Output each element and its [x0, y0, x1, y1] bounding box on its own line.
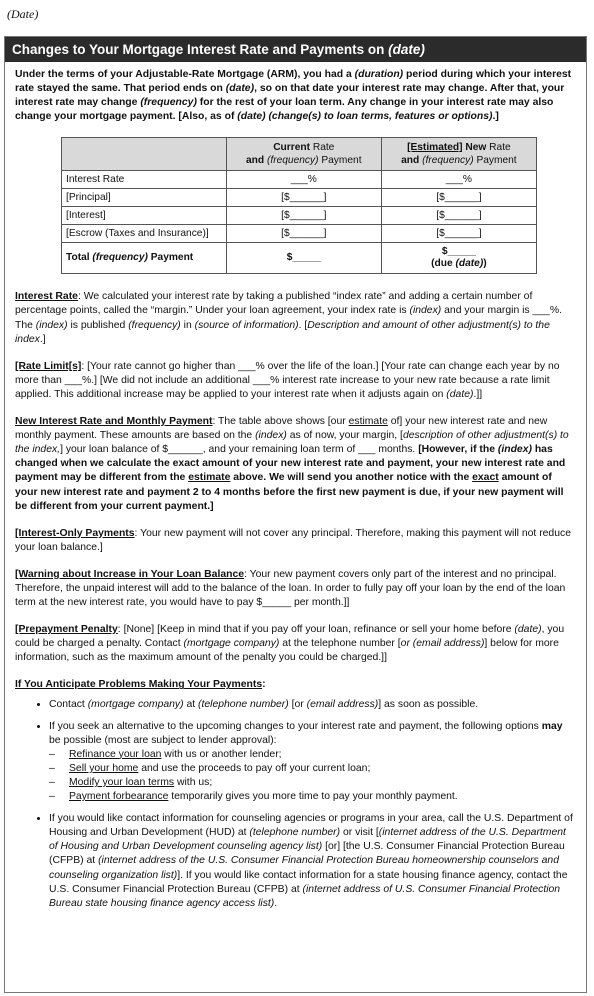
text-run: or (email address) — [400, 638, 485, 650]
table-row — [62, 171, 537, 189]
row-label: [Interest] — [62, 207, 227, 225]
text-run: New Interest Rate and Monthly Payment — [15, 416, 213, 428]
table-header-row — [62, 138, 537, 171]
text-run: for the rest of your loan term. Any change in your interest rate may also change your mortgage payment. [Also, as of — [15, 97, 554, 123]
rate-limits-paragraph — [15, 360, 576, 402]
list-item — [49, 720, 576, 805]
current-value: [$______] — [226, 225, 381, 243]
text-run: in — [180, 319, 195, 331]
table-row — [62, 225, 537, 243]
total-label — [62, 243, 227, 274]
text-run: : The table above shows [our — [212, 416, 349, 428]
text-run: (index) — [409, 305, 442, 317]
row-label: [Principal] — [62, 189, 227, 207]
table-row — [62, 189, 537, 207]
loan-balance-warning-paragraph — [15, 568, 576, 610]
section-header — [5, 37, 586, 62]
text-run: (frequency) — [140, 97, 197, 109]
text-run: ] your loan balance of $______, and your remaining loan term of ___ months. — [60, 444, 419, 456]
text-run: description of other adjustment(s) to the index, — [15, 430, 569, 456]
text-run: estimate — [188, 472, 231, 484]
header-title-date: (date) — [388, 42, 425, 57]
text-run: [Interest-Only Payments — [15, 527, 135, 539]
text-run: , you could be charged a penalty. Contact — [15, 624, 565, 650]
total-new-due-open: (due — [431, 258, 456, 270]
total-new-amount: $_____ — [441, 246, 476, 258]
total-new-value — [381, 243, 536, 274]
new-value: [$______] — [381, 189, 536, 207]
text-run: ]. If you would like contact information for a state housing finance agency, contact the U.S. Consumer Financial Protection Bureau (CFPB) at — [49, 869, 568, 895]
text-run: has changed when we calculate the exact amount of your new interest rate and payment, your new interest rate and payment may be different from the — [15, 444, 566, 484]
text-run: Interest Rate — [15, 291, 78, 303]
text-run: . [ — [298, 319, 308, 331]
text-run: Rate — [486, 142, 511, 154]
text-run: (frequency) — [128, 319, 181, 331]
text-run: Description and amount of other adjustment(s) to the index — [15, 319, 550, 345]
text-run: [or] [the U.S. Consumer Financial Protection Bureau (CFPB) at — [49, 841, 565, 867]
text-run: or visit [ — [340, 827, 379, 839]
options-intro — [49, 721, 563, 746]
problems-heading — [15, 678, 576, 692]
text-run: [or — [288, 698, 307, 710]
text-run: (date) — [446, 388, 474, 400]
prepayment-penalty-paragraph — [15, 623, 576, 665]
text-run: (internet address of the U.S. Department of Housing and Urban Development counseling agency list) — [49, 827, 566, 853]
option-item — [49, 762, 576, 776]
text-run: .]] — [473, 388, 483, 400]
text-run: as of now, your margin, [ — [286, 430, 403, 442]
text-run: If you would like contact information for counseling agencies or programs in your area, call the U.S. Department of Housing and Urban Development (HUD) at — [49, 813, 573, 839]
text-run: (index) — [35, 319, 68, 331]
text-run: (frequency) — [266, 155, 319, 167]
new-value: [$______] — [381, 207, 536, 225]
text-run: (date) (change(s) to loan terms, features or options) — [237, 111, 493, 123]
text-run: with us; — [174, 777, 213, 788]
text-run: amount of your new interest rate and payment 2 to 4 months before the first new payment is due, if your new payment will be different from your current payment.] — [15, 472, 564, 512]
text-run: : We calculated your interest rate by taking a published “index rate” and adding a certain number of percentage points, called the “margin.” Under your loan agreement, your index rate is — [15, 291, 533, 317]
text-run: Under the terms of your Adjustable-Rate Mortgage (ARM), you had a — [15, 69, 355, 80]
text-run: Current — [273, 142, 310, 154]
option-item — [49, 776, 576, 790]
text-run: and — [401, 155, 423, 167]
text-run: Payment — [473, 155, 517, 167]
text-run: : Your new payment will not cover any principal. Therefore, making this payment will not reduce your loan balance.] — [15, 527, 571, 553]
problems-list — [15, 698, 576, 911]
text-run: (telephone number) — [249, 827, 341, 839]
text-run: Sell your home — [69, 762, 139, 774]
notice-content — [5, 62, 586, 911]
text-run: [Prepayment Penalty — [15, 624, 118, 636]
text-run: and your margin is ___%. The — [15, 305, 562, 331]
text-run: (duration) — [354, 69, 404, 80]
text-run: of] your new interest rate and new monthly payment. These amounts are based on the — [15, 416, 548, 442]
text-run: (mortgage company) — [183, 638, 280, 650]
rate-payment-table — [61, 137, 537, 274]
text-run: New — [462, 142, 487, 154]
text-run: Modify your loan terms — [69, 777, 175, 788]
table-header-blank — [62, 138, 227, 171]
table-row — [62, 207, 537, 225]
text-run: Payment forbearance — [69, 791, 169, 803]
text-run: Refinance your loan — [69, 748, 162, 760]
text-run: Rate — [310, 142, 335, 154]
text-run: (date) — [225, 83, 255, 95]
text-run: may — [541, 720, 563, 732]
text-run: at the telephone number [ — [279, 638, 401, 650]
row-label: [Escrow (Taxes and Insurance)] — [62, 225, 227, 243]
current-value: [$______] — [226, 207, 381, 225]
option-item — [49, 790, 576, 804]
total-new-due-close: ) — [483, 258, 487, 270]
table-total-row — [62, 243, 537, 274]
intro-paragraph — [15, 68, 576, 124]
text-run: (internet address of U.S. Consumer Financial Protection Bureau state housing finance agency access list) — [49, 883, 561, 909]
text-run: temporarily gives you more time to pay your monthly payment. — [168, 791, 458, 803]
text-run: is published — [67, 319, 129, 331]
text-run: [Estimated] — [407, 142, 463, 154]
text-run: ] below for more information, such as the maximum amount of the penalty you could be charged.]] — [15, 638, 559, 664]
text-run: Contact — [49, 698, 88, 710]
new-value: [$______] — [381, 225, 536, 243]
text-run: [Warning about Increase in Your Loan Balance — [15, 568, 245, 580]
table-header-current — [226, 138, 381, 171]
total-label-text: Total — [66, 252, 93, 264]
text-run: (source of information) — [194, 319, 299, 331]
document-date: (Date) — [7, 7, 39, 21]
total-label-suffix: Payment — [147, 252, 194, 264]
text-run: at — [183, 698, 199, 710]
current-value: [$______] — [226, 189, 381, 207]
total-current-value: $_____ — [226, 243, 381, 274]
problems-heading-colon: : — [262, 679, 266, 691]
list-item — [49, 812, 576, 911]
problems-heading-text: If You Anticipate Problems Making Your Payments — [15, 679, 263, 691]
text-run: (internet address of the U.S. Consumer Financial Protection Bureau homeownership counselors and counseling organization list) — [49, 855, 559, 881]
text-run: be possible (most are subject to lender approval): — [49, 734, 277, 746]
text-run: If you seek an alternative to the upcoming changes to your interest rate and payment, the following options — [49, 720, 542, 732]
text-run: : Your new payment covers only part of the interest and no principal. Therefore, the unpaid interest will add to the balance of the loan. In order to fully pay off your loan by the end of the loan term at the new interest rate, you would have to pay $_____ per month.]] — [15, 568, 566, 609]
current-value: ___% — [226, 171, 381, 189]
header-title: Changes to Your Mortgage Interest Rate and Payments on — [12, 42, 389, 57]
text-run: (frequency) — [422, 155, 474, 167]
text-run: above. We will send you another notice with the — [230, 472, 473, 484]
options-list — [49, 748, 576, 804]
text-run: .] — [39, 333, 46, 345]
text-run: Payment — [318, 155, 362, 167]
text-run: (mortgage company) — [87, 698, 184, 710]
text-run: (index) — [497, 444, 532, 456]
text-run: exact — [472, 472, 499, 484]
text-run: . — [274, 897, 278, 909]
text-run: (telephone number) — [198, 698, 289, 710]
text-run: [However, if the — [418, 444, 498, 456]
text-run: : [Your rate cannot go higher than ___% over the life of the loan.] [Your rate can change each year by no more than ___%.] [We did not include an additional ___% interest rate increase to your new rate because a rate limit applied. This additional increase may be applied to your interest rate when it adjusts again on — [15, 360, 560, 400]
interest-only-paragraph — [15, 527, 576, 555]
new-value: ___% — [381, 171, 536, 189]
notice-box — [4, 36, 587, 993]
text-run: , so on that date your interest rate may change. After that, your interest rate may change — [15, 83, 565, 109]
text-run: ] as soon as possible. — [378, 698, 479, 710]
list-item — [49, 698, 576, 712]
new-rate-payment-paragraph — [15, 415, 576, 514]
interest-rate-paragraph — [15, 290, 576, 346]
text-run: and use the proceeds to pay off your current loan; — [138, 762, 371, 774]
text-run: : [None] [Keep in mind that if you pay off your loan, refinance or sell your home before — [117, 624, 515, 636]
text-run: with us or another lender; — [161, 748, 282, 760]
text-run: (date) — [514, 624, 542, 636]
text-run: (index) — [255, 430, 287, 442]
text-run: .] — [492, 111, 499, 123]
text-run: (email address) — [306, 698, 379, 710]
text-run: [Rate Limit[s] — [15, 360, 82, 372]
text-run: period during which your interest rate stayed the same. That period ends on — [15, 69, 572, 95]
table-header-new — [381, 138, 536, 171]
total-label-frequency: (frequency) — [92, 252, 148, 264]
text-run: and — [246, 155, 267, 167]
row-label: Interest Rate — [62, 171, 227, 189]
total-new-due-date: (date) — [455, 258, 484, 270]
text-run: estimate — [348, 416, 388, 428]
option-item — [49, 748, 576, 762]
